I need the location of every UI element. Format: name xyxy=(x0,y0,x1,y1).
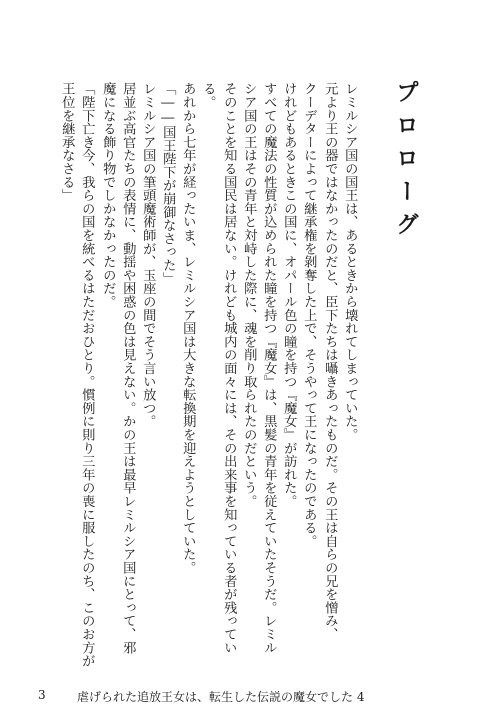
body-line: レミルシア国の筆頭魔術師が、玉座の間でそう言い放つ。 xyxy=(140,82,156,428)
body-line: 元より王の器ではなかったのだと、臣下たちは囁きあったものだ。その王は自らの兄を憎み、 xyxy=(322,82,338,641)
body-line: そのことを知る国民は居ない。けれども城内の面々には、その出来事を知っている者が残ってい xyxy=(221,82,237,654)
running-title: 虐げられた追放王女は、転生した伝説の魔女でした 4 xyxy=(77,690,365,704)
body-line: すべての魔法の性質が込められた瞳を持つ『魔女』は、黒髪の青年を従えていたそうだ。レミル xyxy=(261,82,277,654)
body-line: 居並ぶ高官たちの表情に、動揺や困惑の色は見えない。かの王は最早レミルシア国にとって、邪 xyxy=(120,82,136,654)
dialogue-line: 「陛下亡き今、我らの国を統べるはただおひとり。慣例に則り三年の喪に服したのち、このお方が xyxy=(79,82,95,668)
body-line: レミルシア国の国王は、あるときから壊れてしまっていた。 xyxy=(342,82,358,442)
body-line: シア国の王はその青年と対峙した際に、魂を削り取られたのだという。 xyxy=(241,82,257,508)
chapter-title: プロローグ xyxy=(392,80,418,245)
body-line: あれから七年が経ったいま、レミルシア国は大きな転換期を迎えようとしていた。 xyxy=(180,82,196,575)
body-line: 魔になる飾り物でしかなかったのだ。 xyxy=(100,82,116,309)
page-number: 3 xyxy=(38,688,46,702)
dialogue-line: 「――国王陛下が崩御なさった」 xyxy=(160,82,176,285)
body-line: る。 xyxy=(200,82,216,109)
body-line: けれどもあるときこの国に、オパール色の瞳を持つ『魔女』が訪れた。 xyxy=(281,82,297,508)
dialogue-line: 王位を継承なさる」 xyxy=(59,82,75,202)
body-line: クーデターによって継承権を剝奪した上で、そうやって王になったのである。 xyxy=(301,82,317,548)
